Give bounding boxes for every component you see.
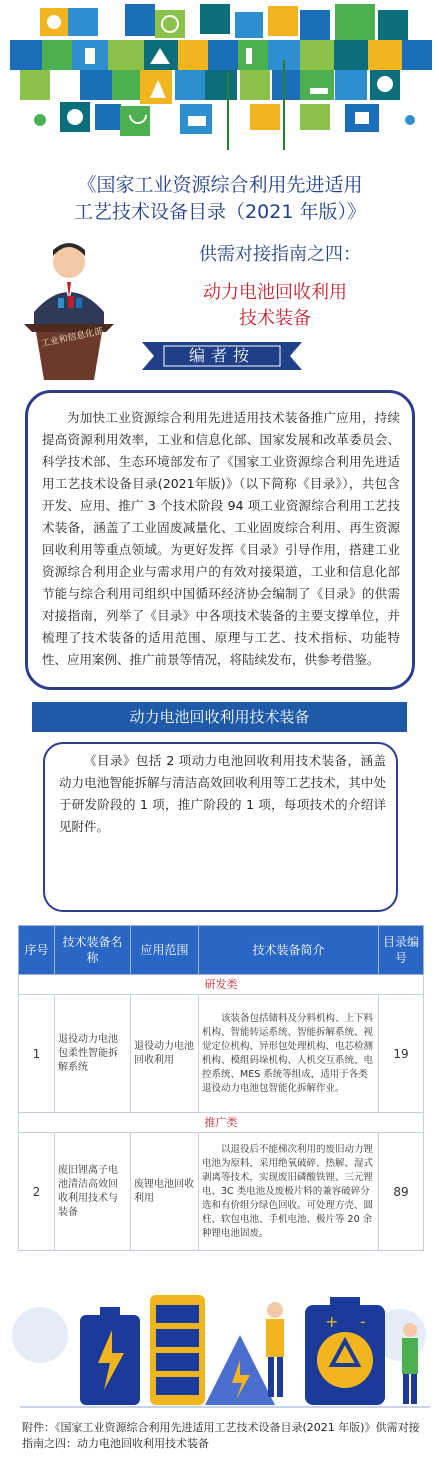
editor-note-box <box>25 390 415 690</box>
row2-intro: 以退役后不能梯次利用的废旧动力锂电池为原料，采用绝氧破碎、热解、湿式剥离等技术，实现废旧磷酸铁锂、三元锂电、3C 类电池及废极片料的兼容破碎分选和有价组分绿色回收。可处理方壳、圆柱、软包电池、手机电池、极片等 20 余种锂电池固废。 <box>199 1133 379 1251</box>
attachment-footnote: 附件：《国家工业资源综合利用先进适用工艺技术设备目录(2021 年版)》供需对接指南之四：动力电池回收利用技术装备 <box>22 1421 420 1450</box>
summary-text: 《目录》包括 2 项动力电池回收利用技术装备，涵盖动力电池智能拆解与清洁高效回收利用等工艺技术，其中处于研发阶段的 1 项，推广阶段的 1 项，每项技术的介绍详见附件。 <box>59 753 386 834</box>
row2-name: 废旧锂离子电池清洁高效回收利用技术与装备 <box>55 1133 131 1251</box>
header-seq: 序号 <box>19 926 55 975</box>
summary-box <box>43 742 398 912</box>
header-scope: 应用范围 <box>131 926 199 975</box>
category-row-rd <box>19 975 424 995</box>
battery-recycling-illustration <box>0 1275 439 1415</box>
svg-text:+: + <box>325 1312 339 1331</box>
header-code: 目录编号 <box>379 926 424 975</box>
table-row <box>19 1133 424 1251</box>
header-banner <box>0 0 439 150</box>
editor-note-badge <box>142 342 302 370</box>
row1-seq: 1 <box>19 995 55 1113</box>
guide-title: 供需对接指南之四： <box>199 244 361 265</box>
table-row <box>19 995 424 1113</box>
row2-scope: 废锂电池回收利用 <box>131 1133 199 1251</box>
tech-table-grid <box>18 925 424 1251</box>
category-promo: 推广类 <box>19 1113 424 1133</box>
main-title <box>20 172 420 226</box>
row1-name: 退役动力电池包柔性智能拆解系统 <box>55 995 131 1113</box>
svg-text:-: - <box>360 1312 366 1331</box>
row1-scope: 退役动力电池回收利用 <box>131 995 199 1113</box>
category-row-promo <box>19 1113 424 1133</box>
row2-code: 89 <box>379 1133 424 1251</box>
main-title-line2: 工艺技术设备目录（2021 年版）》 <box>74 201 366 223</box>
row1-code: 19 <box>379 995 424 1113</box>
header-name: 技术装备名称 <box>55 926 131 975</box>
header-intro: 技术装备简介 <box>199 926 379 975</box>
topic-title-line2: 技术装备 <box>239 308 311 329</box>
presenter-illustration <box>14 232 134 382</box>
main-title-line1: 《国家工业资源综合利用先进适用 <box>77 174 363 196</box>
row2-seq: 2 <box>19 1133 55 1251</box>
row1-intro: 该装备包括储料及分料机构、上下料机构、智能转运系统、智能拆解系统、视觉定位机构、异形包处理机构、电芯检测机构、模组码垛机构、人机交互系统、电控系统、MES 系统等组成，适用于各类退役动力电池包智能化拆解作业。 <box>199 995 379 1113</box>
tech-table <box>18 925 423 1251</box>
section-title: 动力电池回收利用技术装备 <box>32 702 407 732</box>
category-rd: 研发类 <box>19 975 424 995</box>
editor-note-label: 编者按 <box>188 346 255 365</box>
topic-title-line1: 动力电池回收利用 <box>203 282 347 303</box>
editor-note-text: 为加快工业资源综合利用先进适用技术装备推广应用，持续提高资源利用效率，工业和信息化部、国家发展和改革委员会、科学技术部、生态环境部发布了《国家工业资源综合利用先进适用工艺技术设备目录(2021年版)》（以下简称《目录》），共包含开发、应用、推广 3 个技术阶段 94 项工业资源综合利用工艺技术装备，涵盖了工业固废减量化、工业固废综合利用、再生资源回收利用等重点领域。为更好发挥《目录》引导作用，搭建工业资源综合利用企业与需求用户的有效对接渠道，工业和信息化部节能与综合利用司组织中国循环经济协会编制了《目录》的供需对接指南，列举了《目录》中各项技术装备的主要支撑单位，并梳理了技术装备的适用范围、原理与工艺、技术指标、功能特性、应用案例、推广前景等情况，将陆续发布，供参考借鉴。 <box>42 410 400 667</box>
table-header-row <box>19 926 424 975</box>
topic-title <box>150 280 400 332</box>
podium-label: 工业和信息化部 <box>40 326 105 350</box>
